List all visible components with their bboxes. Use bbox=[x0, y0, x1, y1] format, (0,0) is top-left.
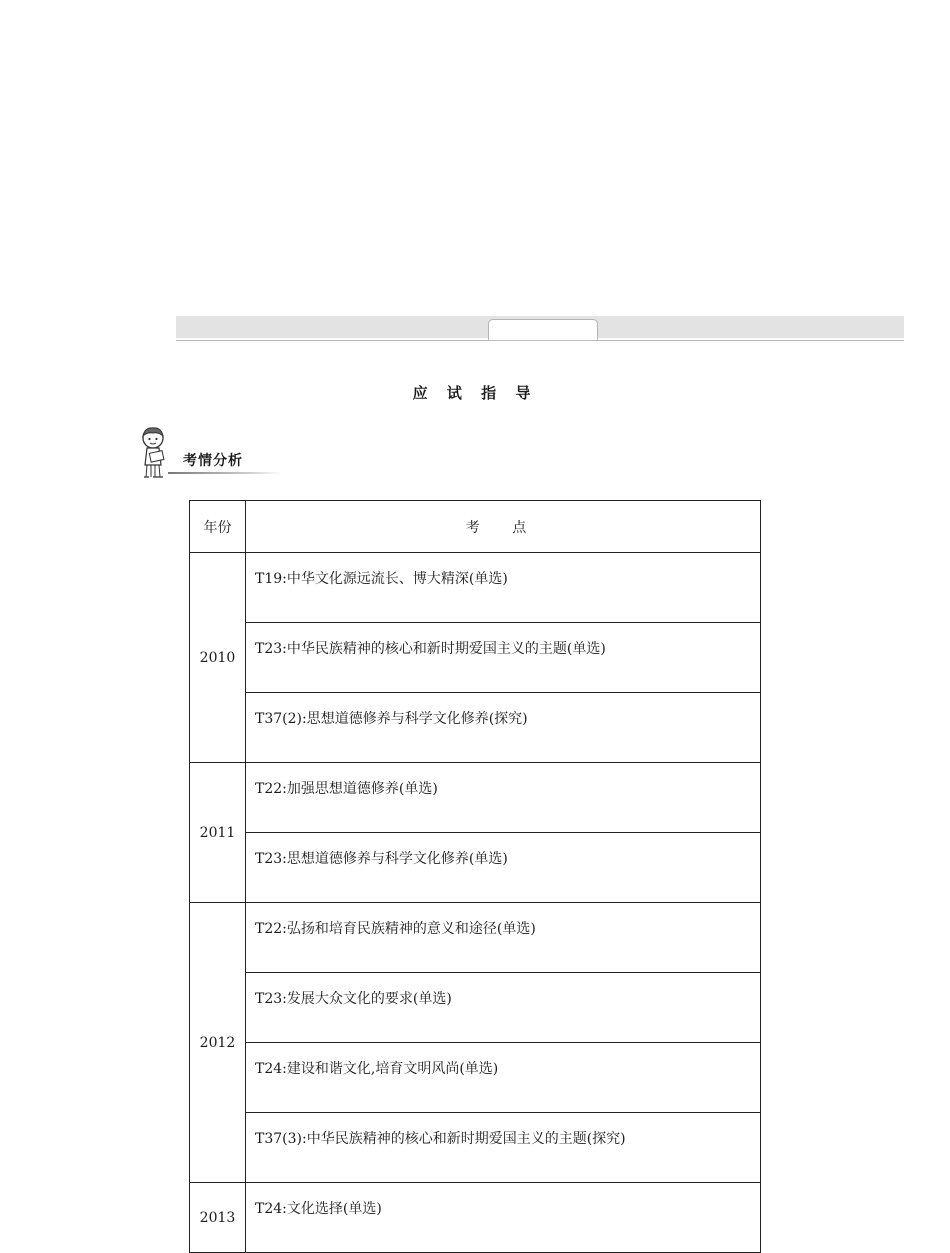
section-label: 考情分析 bbox=[183, 453, 243, 469]
header-topic: 考 点 bbox=[246, 501, 761, 553]
table-row bbox=[190, 693, 761, 763]
topic-cell: T22:弘扬和培育民族精神的意义和途径(单选) bbox=[246, 903, 761, 973]
student-mascot-icon bbox=[133, 425, 173, 481]
exam-analysis-table bbox=[189, 500, 761, 1253]
topic-cell: T23:发展大众文化的要求(单选) bbox=[246, 973, 761, 1043]
section-underline bbox=[168, 472, 282, 474]
year-cell: 2011 bbox=[190, 763, 246, 903]
topic-cell: T37(3):中华民族精神的核心和新时期爱国主义的主题(探究) bbox=[246, 1113, 761, 1183]
table-row bbox=[190, 1043, 761, 1113]
table-row bbox=[190, 1113, 761, 1183]
header-tab bbox=[488, 319, 598, 340]
table-row bbox=[190, 903, 761, 973]
year-cell: 2012 bbox=[190, 903, 246, 1183]
topic-cell: T24:文化选择(单选) bbox=[246, 1183, 761, 1253]
topic-cell: T22:加强思想道德修养(单选) bbox=[246, 763, 761, 833]
topic-cell: T19:中华文化源远流长、博大精深(单选) bbox=[246, 553, 761, 623]
table-row bbox=[190, 763, 761, 833]
year-cell: 2010 bbox=[190, 553, 246, 763]
topic-cell: T23:中华民族精神的核心和新时期爱国主义的主题(单选) bbox=[246, 623, 761, 693]
table-row bbox=[190, 623, 761, 693]
topic-cell: T23:思想道德修养与科学文化修养(单选) bbox=[246, 833, 761, 903]
year-cell: 2013 bbox=[190, 1183, 246, 1253]
table-header-row bbox=[190, 501, 761, 553]
table-row bbox=[190, 973, 761, 1043]
header-year: 年份 bbox=[190, 501, 246, 553]
table-row bbox=[190, 833, 761, 903]
page-title: 应 试 指 导 bbox=[412, 384, 538, 402]
table-row bbox=[190, 553, 761, 623]
topic-cell: T37(2):思想道德修养与科学文化修养(探究) bbox=[246, 693, 761, 763]
topic-cell: T24:建设和谐文化,培育文明风尚(单选) bbox=[246, 1043, 761, 1113]
table-row bbox=[190, 1183, 761, 1253]
header-divider bbox=[176, 340, 904, 341]
